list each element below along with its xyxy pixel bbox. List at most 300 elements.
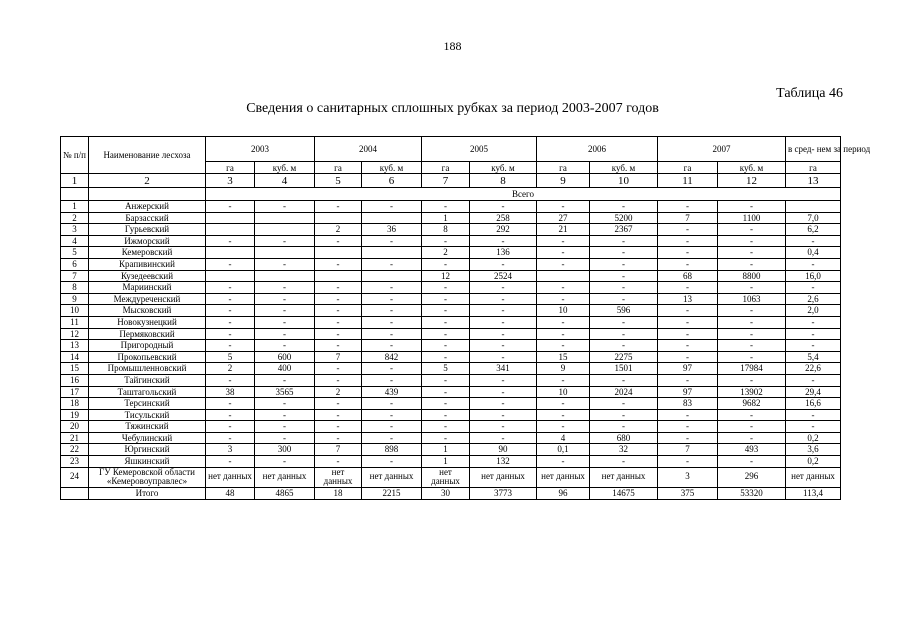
row-number: 9	[61, 293, 89, 305]
value-cell: -	[315, 258, 362, 270]
row-number: 20	[61, 421, 89, 433]
value-cell: -	[362, 201, 422, 213]
value-cell: 48	[206, 487, 255, 499]
value-cell: 2275	[590, 351, 658, 363]
column-number: 8	[470, 174, 537, 188]
value-cell: 96	[537, 487, 590, 499]
value-cell	[255, 224, 315, 236]
value-cell: -	[590, 374, 658, 386]
value-cell: -	[718, 432, 786, 444]
value-cell: 296	[718, 467, 786, 487]
value-cell: 3773	[470, 487, 537, 499]
value-cell: 842	[362, 351, 422, 363]
value-cell: 680	[590, 432, 658, 444]
value-cell: 8800	[718, 270, 786, 282]
value-cell: 1100	[718, 212, 786, 224]
value-cell: -	[422, 351, 470, 363]
value-cell: -	[718, 201, 786, 213]
forestry-name: Новокузнецкий	[89, 316, 206, 328]
value-cell: -	[206, 409, 255, 421]
value-cell: -	[362, 235, 422, 247]
value-cell: -	[470, 432, 537, 444]
value-cell: -	[315, 374, 362, 386]
value-cell: 493	[718, 444, 786, 456]
value-cell: -	[362, 340, 422, 352]
value-cell: 1063	[718, 293, 786, 305]
forestry-name: Крапивинский	[89, 258, 206, 270]
value-cell	[537, 270, 590, 282]
value-cell: 5,4	[786, 351, 841, 363]
value-cell: 4	[537, 432, 590, 444]
value-cell: 0,4	[786, 247, 841, 259]
value-cell: 136	[470, 247, 537, 259]
forestry-name: Промышленновский	[89, 363, 206, 375]
forestry-name: Чебулинский	[89, 432, 206, 444]
value-cell: -	[206, 374, 255, 386]
value-cell: -	[537, 235, 590, 247]
value-cell: -	[206, 456, 255, 468]
value-cell: -	[537, 282, 590, 294]
unit-ha: га	[537, 162, 590, 174]
value-cell: 9682	[718, 398, 786, 410]
value-cell	[315, 212, 362, 224]
value-cell: -	[315, 282, 362, 294]
value-cell: 97	[658, 363, 718, 375]
value-cell: 258	[470, 212, 537, 224]
value-cell: -	[658, 316, 718, 328]
value-cell: -	[206, 258, 255, 270]
value-cell: -	[362, 409, 422, 421]
column-number: 9	[537, 174, 590, 188]
logging-table	[60, 136, 871, 500]
row-number: 7	[61, 270, 89, 282]
header-year: 2006	[537, 137, 658, 162]
section-row	[61, 188, 841, 201]
value-cell: -	[362, 456, 422, 468]
value-cell: -	[590, 316, 658, 328]
row-number: 2	[61, 212, 89, 224]
value-cell: нет данных	[470, 467, 537, 487]
value-cell: -	[658, 305, 718, 317]
value-cell: 0,2	[786, 432, 841, 444]
value-cell: -	[718, 409, 786, 421]
value-cell: -	[537, 258, 590, 270]
table-row	[61, 386, 841, 398]
value-cell: -	[315, 432, 362, 444]
value-cell: 10	[537, 386, 590, 398]
row-number: 15	[61, 363, 89, 375]
value-cell: -	[786, 282, 841, 294]
value-cell: -	[315, 421, 362, 433]
value-cell: 0,2	[786, 456, 841, 468]
value-cell: -	[718, 351, 786, 363]
row-number: 18	[61, 398, 89, 410]
value-cell: -	[537, 316, 590, 328]
table-row	[61, 235, 841, 247]
value-cell: 8	[422, 224, 470, 236]
value-cell: -	[255, 374, 315, 386]
value-cell: -	[537, 421, 590, 433]
value-cell: 16,6	[786, 398, 841, 410]
unit-ha: га	[786, 162, 841, 174]
value-cell: -	[718, 421, 786, 433]
table-row	[61, 467, 841, 487]
value-cell: -	[362, 316, 422, 328]
value-cell: -	[537, 201, 590, 213]
value-cell: -	[206, 421, 255, 433]
value-cell: -	[470, 305, 537, 317]
value-cell: -	[658, 409, 718, 421]
value-cell: 18	[315, 487, 362, 499]
table-row	[61, 421, 841, 433]
value-cell: -	[255, 456, 315, 468]
value-cell: -	[718, 316, 786, 328]
forestry-name: Междуреченский	[89, 293, 206, 305]
table-row	[61, 374, 841, 386]
forestry-name: Мариинский	[89, 282, 206, 294]
value-cell: -	[470, 293, 537, 305]
value-cell: 3565	[255, 386, 315, 398]
forestry-name: Пригородный	[89, 340, 206, 352]
row-number: 10	[61, 305, 89, 317]
value-cell: 113,4	[786, 487, 841, 499]
value-cell: 83	[658, 398, 718, 410]
row-number: 23	[61, 456, 89, 468]
header-year: 2005	[422, 137, 537, 162]
value-cell: 375	[658, 487, 718, 499]
value-cell: 14675	[590, 487, 658, 499]
value-cell: нет данных	[362, 467, 422, 487]
value-cell: -	[362, 258, 422, 270]
value-cell: 3,6	[786, 444, 841, 456]
value-cell: -	[255, 316, 315, 328]
value-cell: -	[315, 293, 362, 305]
value-cell: -	[255, 293, 315, 305]
header-year: 2004	[315, 137, 422, 162]
value-cell: 7	[658, 444, 718, 456]
value-cell: 2	[206, 363, 255, 375]
value-cell: 21	[537, 224, 590, 236]
value-cell: 12	[422, 270, 470, 282]
value-cell: -	[590, 340, 658, 352]
value-cell: -	[658, 328, 718, 340]
section-blank	[61, 188, 89, 201]
value-cell: -	[206, 316, 255, 328]
table-title: Сведения о санитарных сплошных рубках за период 2003-2007 годов	[246, 101, 659, 116]
value-cell: 30	[422, 487, 470, 499]
value-cell: 292	[470, 224, 537, 236]
table-row	[61, 316, 841, 328]
value-cell: -	[422, 258, 470, 270]
value-cell: -	[206, 328, 255, 340]
value-cell: -	[658, 374, 718, 386]
unit-ha: га	[422, 162, 470, 174]
value-cell: 10	[537, 305, 590, 317]
value-cell: -	[658, 235, 718, 247]
forestry-name: Таштагольский	[89, 386, 206, 398]
value-cell	[206, 270, 255, 282]
forestry-name: Кузедеевский	[89, 270, 206, 282]
forestry-name: Прокопьевский	[89, 351, 206, 363]
value-cell: -	[658, 421, 718, 433]
value-cell: -	[470, 328, 537, 340]
column-number: 2	[89, 174, 206, 188]
forestry-name: Кемеровский	[89, 247, 206, 259]
value-cell: -	[255, 235, 315, 247]
value-cell: нет данных	[315, 467, 362, 487]
table-row	[61, 363, 841, 375]
value-cell: -	[422, 398, 470, 410]
value-cell: -	[422, 235, 470, 247]
value-cell: -	[315, 316, 362, 328]
row-number: 21	[61, 432, 89, 444]
value-cell: -	[315, 201, 362, 213]
value-cell: -	[537, 374, 590, 386]
column-number: 5	[315, 174, 362, 188]
forestry-name: Пермяковский	[89, 328, 206, 340]
value-cell: 9	[537, 363, 590, 375]
row-number: 3	[61, 224, 89, 236]
value-cell: 898	[362, 444, 422, 456]
table-row	[61, 340, 841, 352]
value-cell: -	[786, 409, 841, 421]
value-cell: -	[590, 328, 658, 340]
value-cell: -	[718, 456, 786, 468]
value-cell: 2367	[590, 224, 658, 236]
value-cell: -	[786, 374, 841, 386]
value-cell: 3	[658, 467, 718, 487]
value-cell: -	[718, 328, 786, 340]
value-cell: -	[786, 421, 841, 433]
value-cell: 2024	[590, 386, 658, 398]
value-cell: 7	[315, 444, 362, 456]
value-cell: -	[470, 316, 537, 328]
forestry-name: Мысковский	[89, 305, 206, 317]
row-number: 11	[61, 316, 89, 328]
value-cell: -	[718, 305, 786, 317]
value-cell: -	[718, 235, 786, 247]
value-cell	[206, 224, 255, 236]
value-cell: -	[786, 340, 841, 352]
forestry-name: Яшкинский	[89, 456, 206, 468]
value-cell: 15	[537, 351, 590, 363]
value-cell: 32	[590, 444, 658, 456]
value-cell: -	[255, 328, 315, 340]
value-cell: -	[255, 398, 315, 410]
forestry-name: Итого	[89, 487, 206, 499]
value-cell: 0,1	[537, 444, 590, 456]
value-cell: 1	[422, 212, 470, 224]
table-row	[61, 293, 841, 305]
column-number: 12	[718, 174, 786, 188]
value-cell: -	[315, 305, 362, 317]
value-cell: -	[206, 398, 255, 410]
value-cell: -	[658, 247, 718, 259]
forestry-name: Тайгинский	[89, 374, 206, 386]
value-cell: -	[422, 316, 470, 328]
unit-ha: га	[315, 162, 362, 174]
value-cell: -	[470, 421, 537, 433]
total-row	[61, 487, 841, 499]
row-number: 12	[61, 328, 89, 340]
table-row	[61, 444, 841, 456]
value-cell: -	[590, 235, 658, 247]
value-cell: нет данных	[255, 467, 315, 487]
value-cell: 600	[255, 351, 315, 363]
value-cell: -	[255, 340, 315, 352]
value-cell: -	[315, 409, 362, 421]
value-cell: -	[422, 305, 470, 317]
value-cell: 29,4	[786, 386, 841, 398]
value-cell: -	[537, 409, 590, 421]
value-cell: -	[470, 235, 537, 247]
column-number-row	[61, 174, 841, 188]
row-number: 17	[61, 386, 89, 398]
table-row	[61, 212, 841, 224]
value-cell: -	[590, 270, 658, 282]
forestry-name: Гурьевский	[89, 224, 206, 236]
value-cell: -	[658, 201, 718, 213]
value-cell: -	[658, 432, 718, 444]
value-cell: -	[658, 456, 718, 468]
value-cell: 132	[470, 456, 537, 468]
value-cell: -	[658, 282, 718, 294]
value-cell: -	[422, 282, 470, 294]
value-cell: 7	[658, 212, 718, 224]
unit-m3: куб. м	[590, 162, 658, 174]
value-cell: -	[255, 282, 315, 294]
value-cell: -	[718, 340, 786, 352]
value-cell: -	[658, 351, 718, 363]
unit-ha: га	[658, 162, 718, 174]
value-cell: -	[206, 432, 255, 444]
header-year: 2003	[206, 137, 315, 162]
value-cell: -	[315, 456, 362, 468]
value-cell: -	[362, 374, 422, 386]
value-cell: 13902	[718, 386, 786, 398]
value-cell	[255, 270, 315, 282]
value-cell: -	[362, 363, 422, 375]
table-row	[61, 305, 841, 317]
value-cell: 27	[537, 212, 590, 224]
value-cell: -	[422, 432, 470, 444]
table-row	[61, 270, 841, 282]
forestry-name: Юргинский	[89, 444, 206, 456]
value-cell: -	[315, 328, 362, 340]
row-number: 6	[61, 258, 89, 270]
value-cell: -	[590, 282, 658, 294]
column-number: 10	[590, 174, 658, 188]
value-cell: 2524	[470, 270, 537, 282]
row-number	[61, 487, 89, 499]
value-cell: 4865	[255, 487, 315, 499]
value-cell: -	[422, 374, 470, 386]
value-cell: -	[255, 305, 315, 317]
value-cell: -	[718, 258, 786, 270]
value-cell: 68	[658, 270, 718, 282]
value-cell: -	[470, 258, 537, 270]
value-cell: -	[470, 386, 537, 398]
value-cell: 7	[315, 351, 362, 363]
value-cell: -	[658, 340, 718, 352]
row-number: 24	[61, 467, 89, 487]
unit-m3: куб. м	[470, 162, 537, 174]
column-number: 3	[206, 174, 255, 188]
value-cell: -	[422, 293, 470, 305]
value-cell: 6,2	[786, 224, 841, 236]
value-cell: -	[590, 293, 658, 305]
value-cell: -	[718, 374, 786, 386]
value-cell: 3	[206, 444, 255, 456]
row-number: 4	[61, 235, 89, 247]
value-cell: -	[470, 409, 537, 421]
value-cell: -	[362, 305, 422, 317]
header-average: в сред- нем за период	[786, 137, 841, 162]
value-cell: нет данных	[206, 467, 255, 487]
value-cell: 2,6	[786, 293, 841, 305]
value-cell: -	[537, 293, 590, 305]
value-cell: -	[206, 340, 255, 352]
value-cell: -	[786, 258, 841, 270]
value-cell	[786, 201, 841, 213]
value-cell: 2	[315, 386, 362, 398]
value-cell: -	[470, 374, 537, 386]
row-number: 19	[61, 409, 89, 421]
value-cell: 16,0	[786, 270, 841, 282]
value-cell: -	[315, 235, 362, 247]
table-row	[61, 282, 841, 294]
value-cell: -	[362, 421, 422, 433]
table-row	[61, 398, 841, 410]
value-cell: -	[422, 328, 470, 340]
value-cell: -	[206, 305, 255, 317]
value-cell: -	[786, 316, 841, 328]
page-number: 188	[443, 39, 462, 53]
table-row	[61, 456, 841, 468]
row-number: 13	[61, 340, 89, 352]
value-cell: 13	[658, 293, 718, 305]
row-number: 22	[61, 444, 89, 456]
value-cell: -	[786, 328, 841, 340]
column-number: 4	[255, 174, 315, 188]
value-cell: 53320	[718, 487, 786, 499]
value-cell	[362, 247, 422, 259]
value-cell: -	[422, 409, 470, 421]
value-cell: 2	[315, 224, 362, 236]
unit-m3: куб. м	[255, 162, 315, 174]
value-cell: -	[206, 282, 255, 294]
value-cell: -	[537, 247, 590, 259]
value-cell	[315, 270, 362, 282]
value-cell: 17984	[718, 363, 786, 375]
header-num: № п/п	[61, 137, 89, 174]
column-number: 11	[658, 174, 718, 188]
value-cell: -	[590, 421, 658, 433]
value-cell: 2215	[362, 487, 422, 499]
row-number: 8	[61, 282, 89, 294]
value-cell: 36	[362, 224, 422, 236]
value-cell: -	[422, 421, 470, 433]
value-cell: -	[718, 224, 786, 236]
value-cell: 1501	[590, 363, 658, 375]
value-cell: -	[362, 398, 422, 410]
value-cell	[362, 212, 422, 224]
forestry-name: Ижморский	[89, 235, 206, 247]
value-cell: нет данных	[422, 467, 470, 487]
value-cell: -	[590, 258, 658, 270]
value-cell: -	[255, 409, 315, 421]
header-name: Наименование лесхоза	[89, 137, 206, 174]
